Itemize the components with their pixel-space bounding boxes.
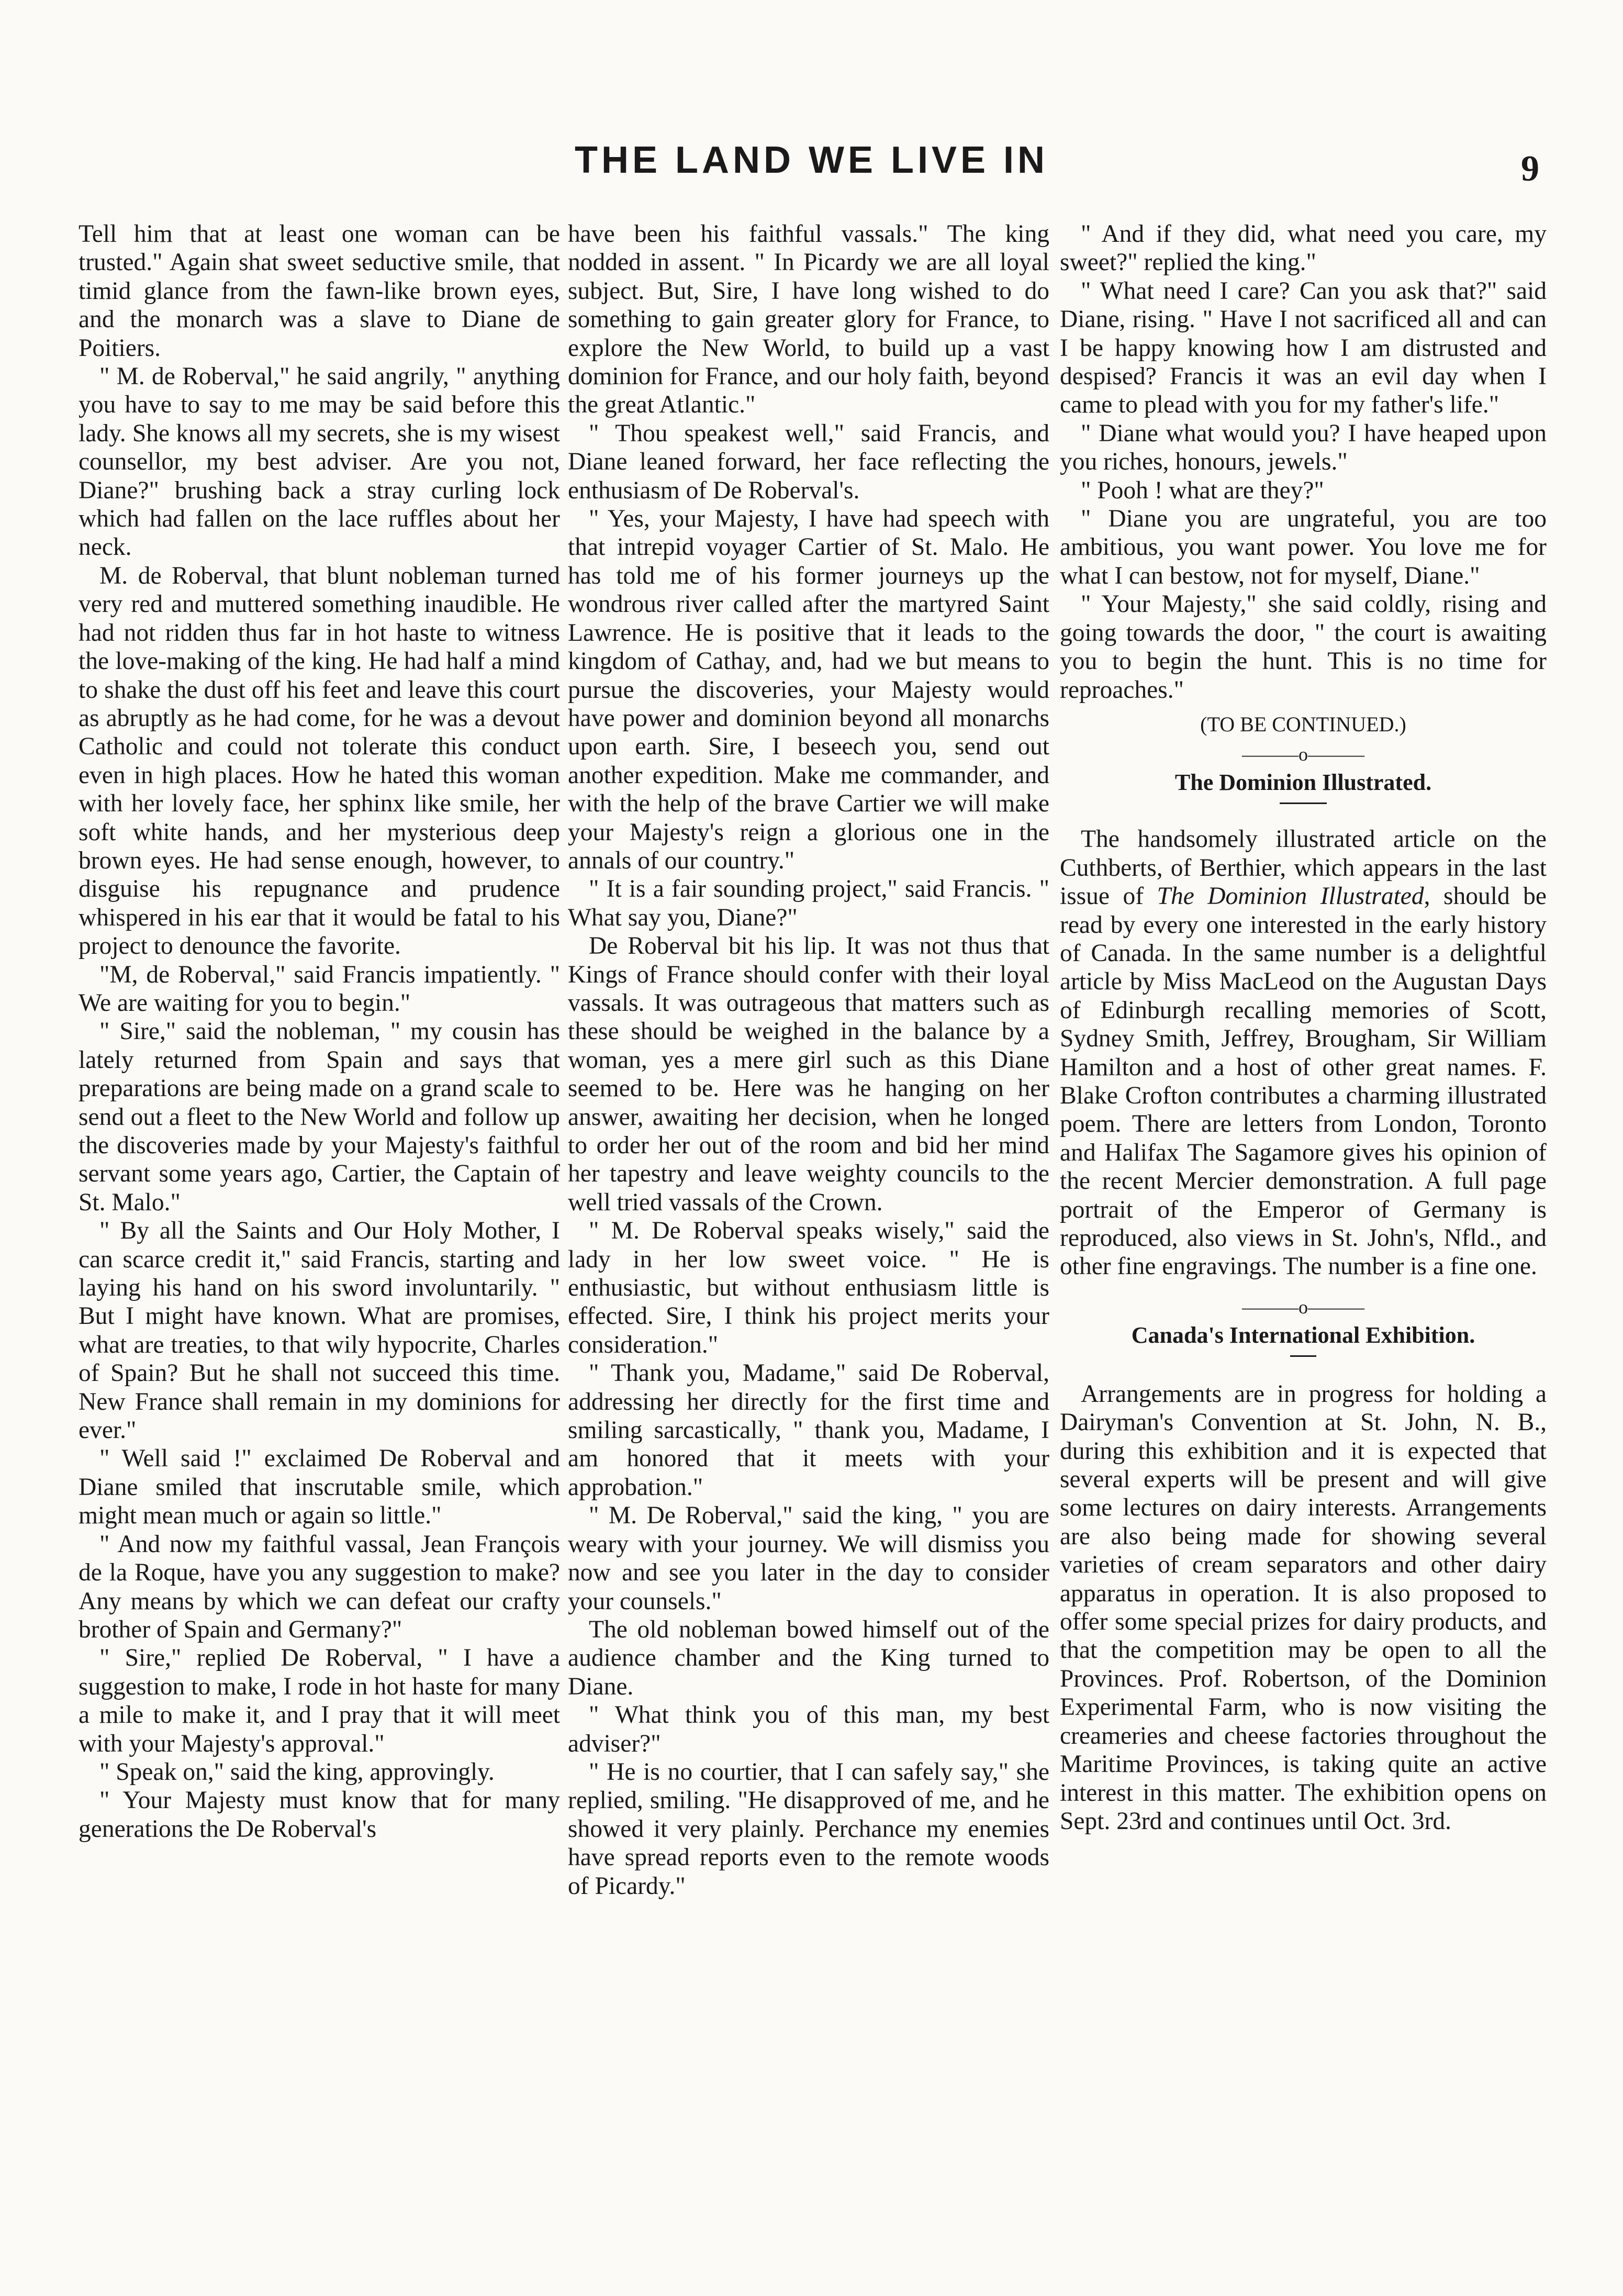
column-2	[568, 220, 1049, 1900]
paragraph: " Your Majesty," she said coldly, rising and going towards the door, " the court is awaiting you to begin the hunt. This is no time for reproaches."	[1060, 590, 1547, 704]
paragraph-text: The handsomely illustrated article on the Cuthberts, of Berthier, which appears in the last issue of	[1060, 826, 1547, 910]
paragraph: " Thou speakest well," said Francis, and Diane leaned forward, her face reflecting the enthusiasm of De Roberval's.	[568, 419, 1049, 504]
paragraph-text: , should be read by every one interested in the early history of Canada. In the same number is a delightful article by Miss MacLeod on the Augustan Days of Edinburgh recalling memories of Scott, Sydney Smith, Jeffrey, Brougham, Sir William Hamilton and a host of other great names. F. Blake Crofton contributes a charming illustrated poem. There are letters from London, Toronto and Halifax The Sagamore gives his opinion of the recent Mercier demonstration. A full page portrait of the Emperor of Germany is reproduced, also views in St. John's, Nfld., and other fine engravings. The number is a fine one.	[1060, 883, 1547, 1280]
column-1	[79, 220, 560, 1843]
paragraph: Arrangements are in progress for holding a Dairyman's Convention at St. John, N. B., during this exhibition and it is expected that several experts will be present and will give some lectures on dairy interests. Arrangements are also being made for showing several varieties of cream separators and other dairy apparatus in operation. It is also proposed to offer some special prizes for dairy products, and that the competition may be open to all the Provinces. Prof. Robertson, of the Dominion Experimental Farm, who is now visiting the creameries and cheese factories throughout the Maritime Provinces, is taking quite an active interest in this matter. The exhibition opens on Sept. 23rd and continues until Oct. 3rd.	[1060, 1380, 1547, 1835]
section-rule	[1290, 1355, 1316, 1357]
paragraph: " What think you of this man, my best adviser?"	[568, 1701, 1049, 1757]
publication-title: The Dominion Illustrated	[1157, 883, 1424, 910]
to-be-continued: (TO BE CONTINUED.)	[1200, 712, 1406, 736]
paragraph: " And if they did, what need you care, my sweet?" replied the king."	[1060, 220, 1547, 276]
section-rule	[1280, 803, 1327, 804]
paragraph: " Well said !" exclaimed De Roberval and Diane smiled that inscrutable smile, which might mean much or again so little."	[79, 1445, 560, 1530]
page-header	[0, 139, 1623, 196]
paragraph: have been his faithful vassals." The king nodded in assent. " In Picardy we are all loyal subject. But, Sire, I have long wished to do something to gain greater glory for France, to explore the New World, to build up a vast dominion for France, and our holy faith, beyond the great Atlantic."	[568, 220, 1049, 419]
paragraph: " Sire," said the nobleman, " my cousin has lately returned from Spain and says that preparations are being made on a grand scale to send out a fleet to the New World and follow up the discoveries made by your Majesty's faithful servant some years ago, Cartier, the Captain of St. Malo."	[79, 1018, 560, 1216]
section-title-dominion-illustrated: The Dominion Illustrated.	[1174, 770, 1432, 796]
paragraph: " Yes, your Majesty, I have had speech with that intrepid voyager Cartier of St. Malo. He has told me of his former journeys up the wondrous river called after the martyred Saint Lawrence. He is positive that it leads to the kingdom of Cathay, and, had we but means to pursue the discoveries, your Majesty would have power and dominion beyond all monarchs upon earth. Sire, I beseech you, send out another expedition. Make me commander, and with the help of the brave Cartier we will make your Majesty's reign a glorious one in the annals of our country."	[568, 505, 1049, 874]
paragraph: The old nobleman bowed himself out of the audience chamber and the King turned to Diane.	[568, 1615, 1049, 1700]
paragraph: Tell him that at least one woman can be trusted." Again shat sweet seductive smile, that timid glance from the fawn-like brown eyes, and the monarch was a slave to Diane de Poitiers.	[79, 220, 560, 362]
paragraph: "M, de Roberval," said Francis impatiently. " We are waiting for you to begin."	[79, 961, 560, 1017]
section-ornament: ———o———	[1242, 744, 1364, 765]
paragraph: " M. de Roberval," he said angrily, " anything you have to say to me may be said before this lady. She knows all my secrets, she is my wisest counsellor, my best adviser. Are you not, Diane?" brushing back a stray curling lock which had fallen on the lace ruffles about her neck.	[79, 363, 560, 561]
paragraph: " M. De Roberval," said the king, " you are weary with your journey. We will dismiss you now and see you later in the day to consider your counsels."	[568, 1502, 1049, 1615]
paragraph: " Sire," replied De Roberval, " I have a suggestion to make, I rode in hot haste for many a mile to make it, and I pray that it will meet with your Majesty's approval."	[79, 1644, 560, 1757]
paragraph: " M. De Roberval speaks wisely," said the lady in her low sweet voice. " He is enthusiastic, but without enthusiasm little is effected. Sire, I think his project merits your consideration."	[568, 1217, 1049, 1358]
paragraph: " Speak on," said the king, approvingly.	[99, 1758, 495, 1786]
paragraph: " And now my faithful vassal, Jean François de la Roque, have you any suggestion to make? Any means by which we can defeat our crafty brother of Spain and Germany?"	[79, 1530, 560, 1643]
paragraph: " Your Majesty must know that for many generations the De Roberval's	[79, 1787, 560, 1843]
paragraph	[1060, 825, 1547, 1281]
paragraph: " By all the Saints and Our Holy Mother, I can scarce credit it," said Francis, starting and laying his hand on his sword involuntarily. " But I might have known. What are promises, what are treaties, to that wily hypocrite, Charles of Spain? But he shall not succeed this time. New France shall remain in my dominions for ever."	[79, 1217, 560, 1444]
column-3	[1060, 220, 1547, 1835]
paragraph: " Pooh ! what are they?"	[1081, 476, 1324, 504]
running-title: THE LAND WE LIVE IN	[575, 139, 1048, 181]
section-title-international-exhibition: Canada's International Exhibition.	[1131, 1322, 1475, 1348]
section-ornament: ———o———	[1242, 1296, 1364, 1318]
paragraph: M. de Roberval, that blunt nobleman turned very red and muttered something inaudible. He had not ridden thus far in hot haste to witness the love-making of the king. He had half a mind to shake the dust off his feet and leave this court as abruptly as he had come, for he was a devout Catholic and could not tolerate this conduct even in high places. How he hated this woman with her lovely face, her sphinx like smile, her soft white hands, and her mysterious deep brown eyes. He had sense enough, however, to disguise his repugnance and prudence whispered in his ear that it would be fatal to his project to denounce the favorite.	[79, 562, 560, 960]
paragraph: De Roberval bit his lip. It was not thus that Kings of France should confer with their loyal vassals. It was outrageous that matters such as these should be weighed in the balance by a woman, yes a mere girl such as this Diane seemed to be. Here was he hanging on her answer, awaiting her decision, when he longed to order her out of the room and bid her mind her tapestry and leave weighty councils to the well tried vassals of the Crown.	[568, 932, 1049, 1216]
paragraph: " What need I care? Can you ask that?" said Diane, rising. " Have I not sacrificed all and can I be happy knowing how I am distrusted and despised? Francis it was an evil day when I came to plead with you for my father's life."	[1060, 277, 1547, 419]
paragraph: " He is no courtier, that I can safely say," she replied, smiling. "He disapproved of me, and he showed it very plainly. Perchance my enemies have spread reports even to the remote woods of Picardy."	[568, 1758, 1049, 1900]
paragraph: " Diane you are ungrateful, you are too ambitious, you want power. You love me for what I can bestow, not for myself, Diane."	[1060, 505, 1547, 589]
page-number: 9	[1521, 149, 1539, 189]
paragraph: " Thank you, Madame," said De Roberval, addressing her directly for the first time and smiling sarcastically, " thank you, Madame, I am honored that it meets with your approbation."	[568, 1359, 1049, 1501]
paragraph: " It is a fair sounding project," said Francis. " What say you, Diane?"	[568, 875, 1049, 931]
paragraph: " Diane what would you? I have heaped upon you riches, honours, jewels."	[1060, 419, 1547, 476]
